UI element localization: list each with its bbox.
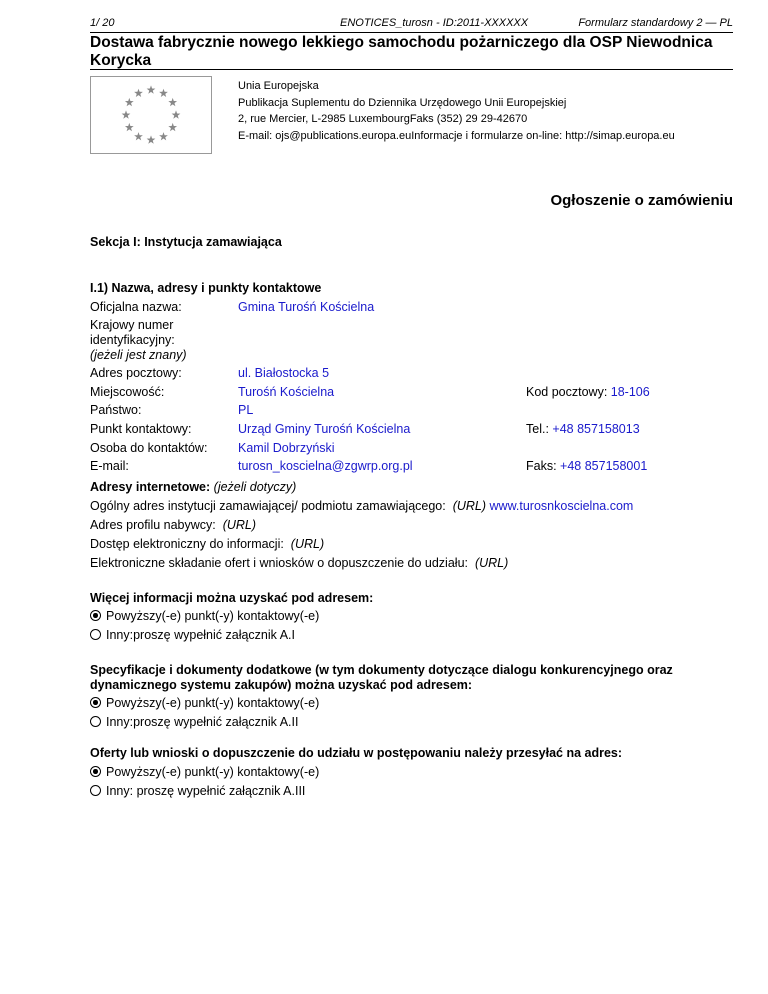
more-info-option-above[interactable]	[90, 609, 319, 624]
electronic-access-row	[90, 537, 324, 552]
section-heading: Sekcja I: Instytucja zamawiająca	[90, 235, 282, 249]
postal-code	[526, 385, 650, 400]
radio-button-icon[interactable]	[90, 697, 101, 708]
fax-label: Faks:	[526, 459, 557, 473]
buyer-profile-row	[90, 518, 256, 533]
tenders-option-other-label: Inny: proszę wypełnić załącznik A.III	[106, 784, 306, 798]
electronic-access-label: Dostęp elektroniczny do informacji:	[90, 537, 284, 551]
buyer-profile-label: Adres profilu nabywcy:	[90, 518, 216, 532]
radio-button-icon[interactable]	[90, 766, 101, 777]
buyer-profile-url-tag: (URL)	[222, 518, 257, 532]
internet-heading-text: Adresy internetowe:	[90, 480, 211, 494]
tenders-heading: Oferty lub wnioski o dopuszczenie do udziału w postępowaniu należy przesyłać na adres:	[90, 746, 623, 760]
email-label: E-mail:	[90, 459, 129, 473]
notice-type-heading: Ogłoszenie o zamówieniu	[550, 192, 733, 209]
contact-point-value: Urząd Gminy Turośń Kościelna	[238, 422, 411, 436]
page-number: 1/ 20	[90, 17, 115, 29]
postal-address-label: Adres pocztowy:	[90, 366, 182, 380]
specs-option-other[interactable]	[90, 715, 298, 730]
national-id-note: (jeżeli jest znany)	[90, 348, 187, 362]
tel	[526, 422, 640, 437]
town-value: Turośń Kościelna	[238, 385, 335, 399]
country-label: Państwo:	[90, 403, 142, 417]
publisher-line-2: Publikacja Suplementu do Dziennika Urzędowego Unii Europejskiej	[238, 96, 567, 109]
electronic-submission-url-tag: (URL)	[474, 556, 509, 570]
form-name: Formularz standardowy 2 — PL	[578, 17, 733, 29]
fax-value: +48 857158001	[560, 459, 648, 473]
specs-heading-line-1: Specyfikacje i dokumenty dodatkowe (w tym dokumenty dotyczące dialogu konkurencyjnego oraz	[90, 663, 673, 677]
contact-person-label: Osoba do kontaktów:	[90, 441, 208, 455]
fax	[526, 459, 647, 474]
more-info-option-other-label: Inny:proszę wypełnić załącznik A.I	[106, 628, 295, 642]
radio-button-icon[interactable]	[90, 785, 101, 796]
town-label: Miejscowość:	[90, 385, 165, 399]
email-link[interactable]: turosn_koscielna@zgwrp.org.pl	[238, 459, 413, 473]
eu-flag-icon	[90, 76, 212, 154]
general-address-label: Ogólny adres instytucji zamawiającej/ podmiotu zamawiającego:	[90, 499, 446, 513]
electronic-submission-row	[90, 556, 508, 571]
subsection-heading: I.1) Nazwa, adresy i punkty kontaktowe	[90, 281, 322, 295]
country-value: PL	[238, 403, 254, 417]
national-id-label	[90, 318, 208, 363]
specs-option-other-label: Inny:proszę wypełnić załącznik A.II	[106, 715, 299, 729]
specs-heading-line-2: dynamicznego systemu zakupów) można uzyskać pod adresem:	[90, 678, 473, 692]
publisher-line-3: 2, rue Mercier, L-2985 LuxembourgFaks (352) 29 29-42670	[238, 113, 528, 125]
postal-code-value: 18-106	[610, 385, 650, 399]
official-name-value: Gmina Turośń Kościelna	[238, 300, 375, 314]
document-id: ENOTICES_turosn - ID:2011-XXXXXX	[340, 17, 529, 29]
specs-option-above-label: Powyższy(-e) punkt(-y) kontaktowy(-e)	[106, 696, 320, 710]
tenders-option-above[interactable]	[90, 765, 319, 780]
more-info-option-other[interactable]	[90, 628, 295, 643]
tenders-option-above-label: Powyższy(-e) punkt(-y) kontaktowy(-e)	[106, 765, 320, 779]
publisher-line-4: E-mail: ojs@publications.europa.euInformacje i formularze on-line: http://simap.europa.eu	[238, 129, 675, 142]
publisher-line-1: Unia Europejska	[238, 80, 319, 92]
tenders-option-other[interactable]	[90, 784, 305, 799]
general-url-tag: (URL)	[452, 499, 487, 513]
general-url-link[interactable]: www.turosnkoscielna.com	[489, 499, 634, 513]
radio-button-icon[interactable]	[90, 716, 101, 727]
page-header	[90, 17, 733, 31]
electronic-access-url-tag: (URL)	[290, 537, 325, 551]
internet-heading-note: (jeżeli dotyczy)	[213, 480, 297, 494]
postal-code-label: Kod pocztowy:	[526, 385, 608, 399]
internet-heading	[90, 480, 296, 495]
tel-label: Tel.:	[526, 422, 549, 436]
radio-button-icon[interactable]	[90, 629, 101, 640]
radio-button-icon[interactable]	[90, 610, 101, 621]
contact-person-value: Kamil Dobrzyński	[238, 441, 335, 455]
more-info-option-above-label: Powyższy(-e) punkt(-y) kontaktowy(-e)	[106, 609, 320, 623]
header-divider	[90, 32, 733, 33]
official-name-label: Oficjalna nazwa:	[90, 300, 182, 314]
contact-point-label: Punkt kontaktowy:	[90, 422, 192, 436]
general-address-row	[90, 499, 633, 514]
title-divider	[90, 69, 733, 70]
electronic-submission-label: Elektroniczne składanie ofert i wniosków o dopuszczenie do udziału:	[90, 556, 468, 570]
page-title: Dostawa fabrycznie nowego lekkiego samochodu pożarniczego dla OSP Niewodnica Korycka	[90, 34, 713, 69]
more-info-heading: Więcej informacji można uzyskać pod adresem:	[90, 591, 374, 605]
publisher-info	[238, 78, 675, 144]
tel-value[interactable]: +48 857158013	[552, 422, 640, 436]
specs-option-above[interactable]	[90, 696, 319, 711]
national-id-label-text: Krajowy numer identyfikacyjny:	[90, 318, 175, 347]
postal-address-value: ul. Białostocka 5	[238, 366, 330, 380]
